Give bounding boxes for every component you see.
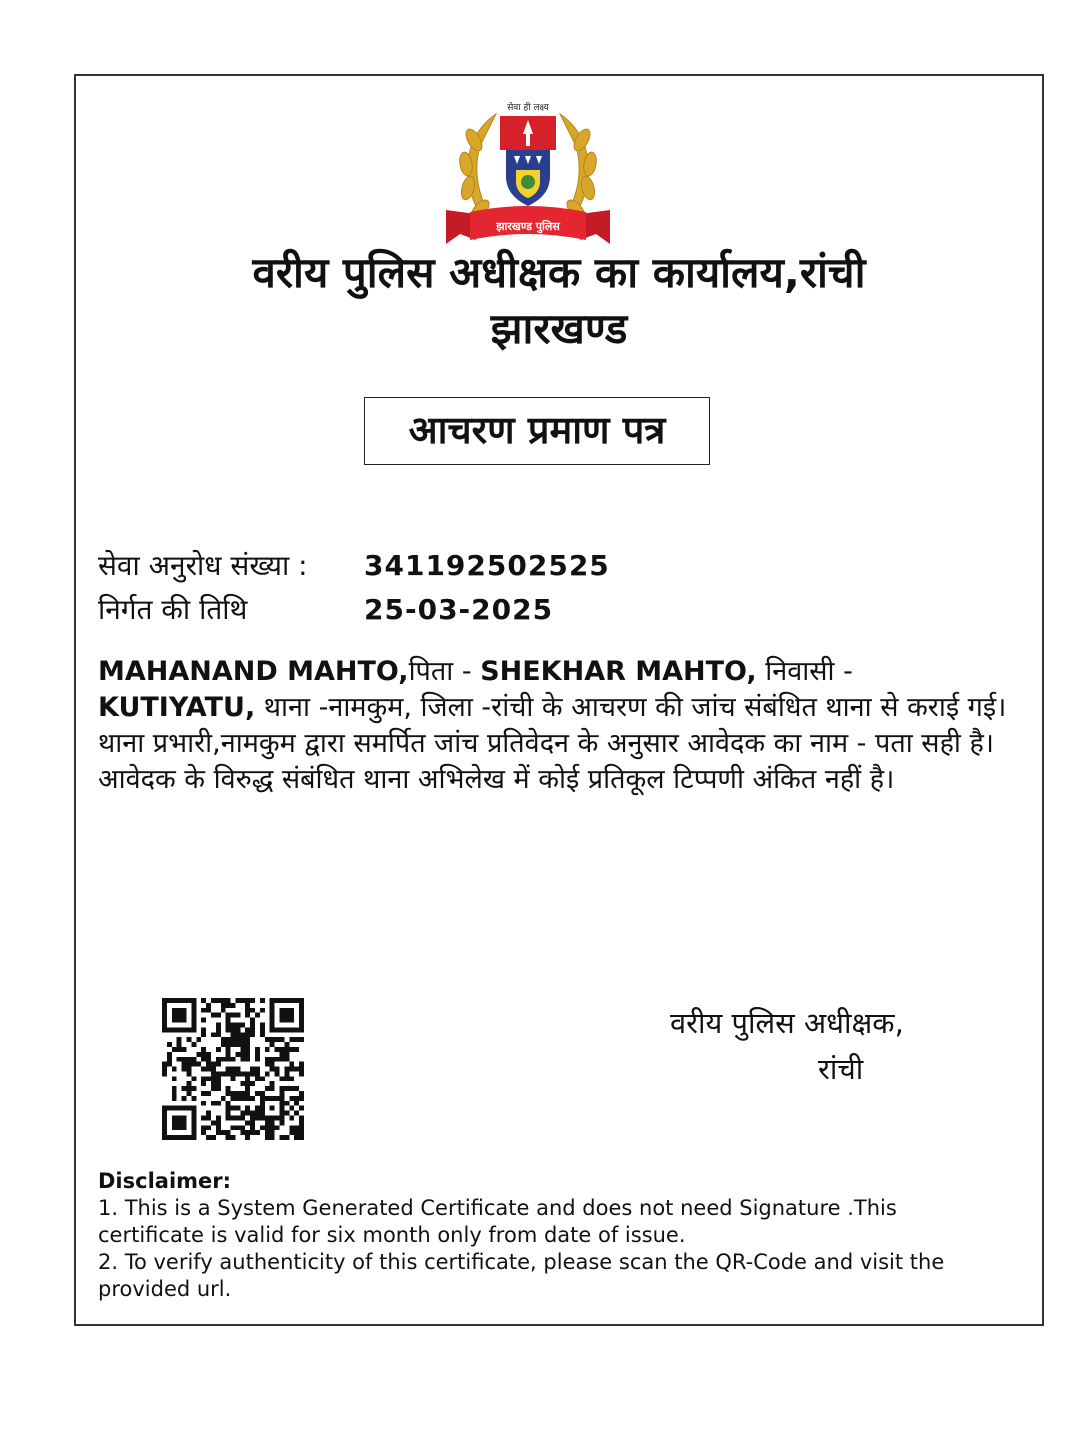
disclaimer-item-2: 2. To verify authenticity of this certificate, please scan the QR-Code and visit the provided url. <box>98 1250 945 1301</box>
service-request-row <box>98 546 610 586</box>
verification-qr-code-icon <box>162 998 304 1140</box>
office-title-line1: वरीय पुलिस अधीक्षक का कार्यालय,रांची <box>252 248 866 297</box>
signatory-location: रांची <box>818 1052 864 1086</box>
emblem-ribbon-text: झारखण्ड पुलिस <box>496 220 560 233</box>
certificate-title: आचरण प्रमाण पत्र <box>364 397 710 465</box>
service-request-label: सेवा अनुरोध संख्या : <box>98 549 308 582</box>
emblem-motto: सेवा ही लक्ष्य <box>507 103 549 113</box>
issue-date-value: 25-03-2025 <box>364 593 554 626</box>
issue-date-label: निर्गत की तिथि <box>98 593 248 626</box>
disclaimer-heading: Disclaimer: <box>98 1169 232 1193</box>
issue-date-row <box>98 590 553 630</box>
signatory-block <box>670 1000 990 1092</box>
applicant-name: MAHANAND MAHTO, <box>98 656 409 687</box>
service-request-number: 341192502525 <box>364 549 610 582</box>
body-text-verification: थाना -नामकुम, जिला -रांची के आचरण की जांच संबंधित थाना से कराई गई। थाना प्रभारी,नामकुम द्वारा समर्पित जांच प्रतिवेदन के अनुसार आवेदक का नाम - पता सही है। आवेदक के विरुद्ध संबंधित थाना अभिलेख में कोई प्रतिकूल टिप्पणी अंकित नहीं है। <box>98 692 1007 795</box>
signatory-designation: वरीय पुलिस अधीक्षक, <box>670 1006 904 1040</box>
body-text-resident-label: निवासी - <box>756 656 853 687</box>
disclaimer-item-1: 1. This is a System Generated Certificate and does not need Signature .This certificate is valid for six month only from date of issue. <box>98 1196 897 1247</box>
certificate-body <box>98 654 1013 798</box>
father-name: SHEKHAR MAHTO, <box>480 656 757 687</box>
office-title-line2: झारखण्ड <box>490 304 628 353</box>
disclaimer-block <box>98 1168 998 1303</box>
village-name: KUTIYATU, <box>98 692 256 723</box>
jharkhand-police-emblem-icon <box>436 94 620 254</box>
body-text-father-label: पिता - <box>408 656 481 687</box>
